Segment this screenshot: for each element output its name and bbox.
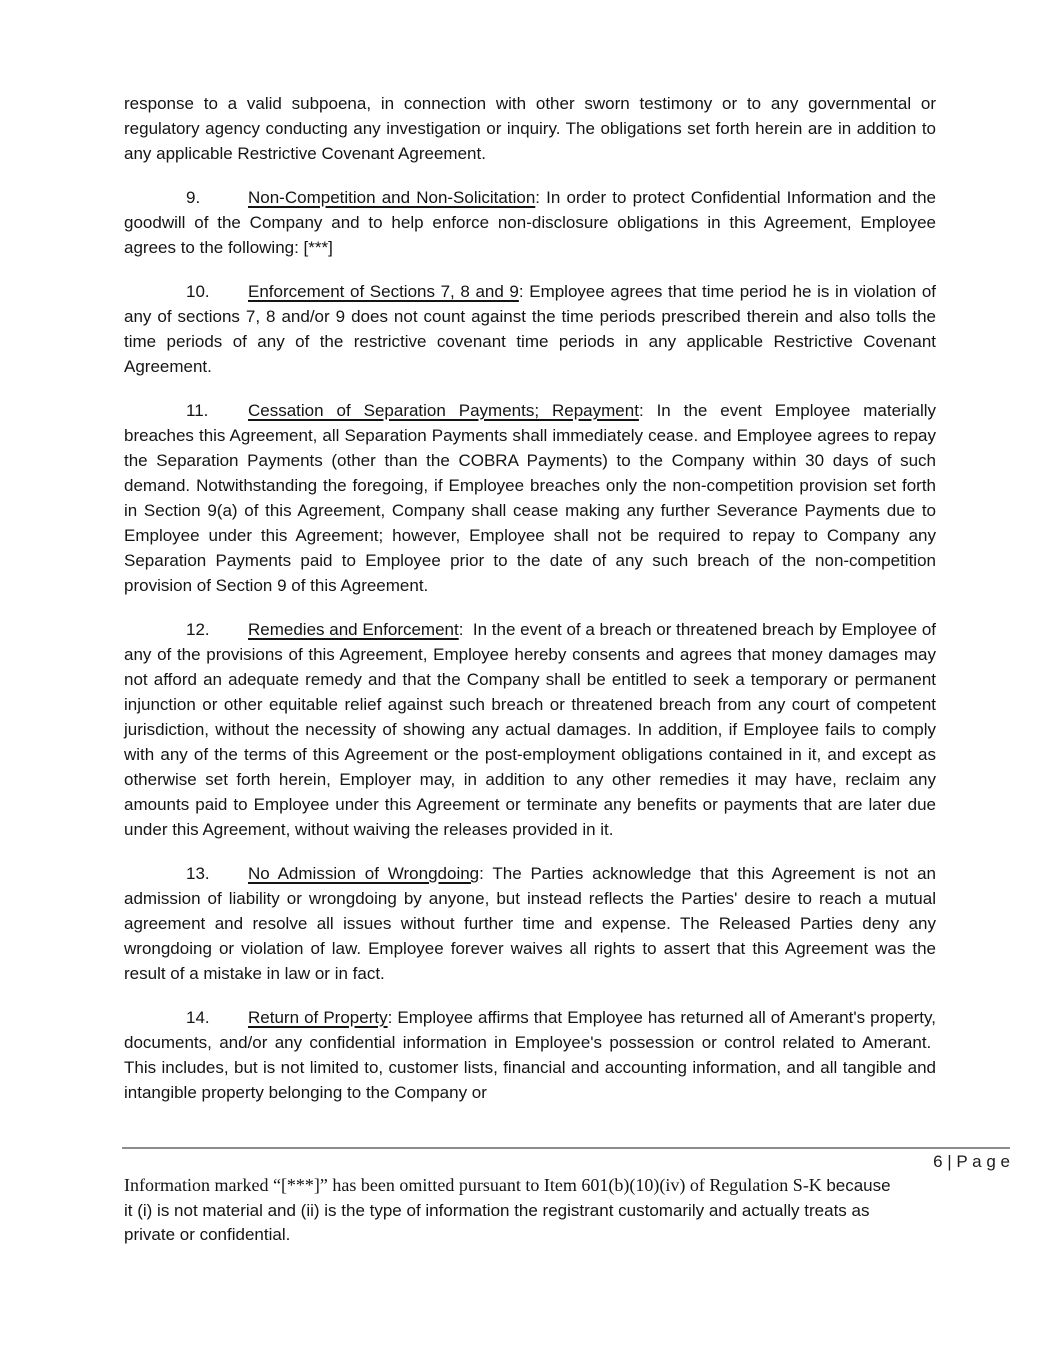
- footnote-text: private or confidential.: [124, 1225, 291, 1244]
- page-number: 6 | P a g e: [933, 1152, 1010, 1171]
- section-heading: Non-Competition and Non-Solicitation: [248, 188, 536, 207]
- section-body: : Employee affirms that Employee has returned all of Amerant's property, documents, and/or any confidential information in Employee's possession or control related to Amerant. This includes, but is not limited to, customer lists, financial and accounting information, and all tangible and intangible property belonging to the Company or: [124, 1008, 936, 1102]
- section-paragraph: [124, 1005, 936, 1105]
- section-heading: Cessation of Separation Payments; Repayment: [248, 401, 639, 420]
- footnote: [124, 1173, 1016, 1248]
- footnote-text: because: [826, 1176, 891, 1195]
- section-paragraph: [124, 617, 936, 842]
- section-number: 10.: [186, 282, 210, 301]
- section-body: : In the event Employee materially breaches this Agreement, all Separation Payments shall immediately cease. and Employee agrees to repay the Separation Payments (other than the COBRA Payments) to the Company within 30 days of such demand. Notwithstanding the foregoing, if Employee breaches only the non-competition provision set forth in Section 9(a) of this Agreement, Company shall cease making any further Severance Payments due to Employee under this Agreement; however, Employee shall not be required to repay to Company any Separation Payments paid to Employee prior to the date of any such breach of the non-competition provision of Section 9 of this Agreement.: [124, 401, 936, 595]
- section-body: : The Parties acknowledge that this Agreement is not an admission of liability or wrongdoing by anyone, but instead reflects the Parties' desire to reach a mutual agreement and resolve all issues without further time and expense. The Released Parties deny any wrongdoing or violation of law. Employee forever waives all rights to assert that this Agreement was the result of a mistake in law or in fact.: [124, 864, 936, 983]
- section-heading: No Admission of Wrongdoing: [248, 864, 480, 883]
- footer-divider: [122, 1147, 1010, 1149]
- section-paragraph: [124, 861, 936, 986]
- section-paragraph: [124, 398, 936, 598]
- paragraph: response to a valid subpoena, in connection with other sworn testimony or to any governmental or regulatory agency conducting any investigation or inquiry. The obligations set forth herein are in addition to any applicable Restrictive Covenant Agreement.: [124, 94, 936, 163]
- body-text: [124, 91, 936, 1124]
- section-number: 9.: [186, 188, 201, 207]
- section-heading: Remedies and Enforcement: [248, 620, 459, 639]
- section-heading: Enforcement of Sections 7, 8 and 9: [248, 282, 519, 301]
- section-number: 11.: [186, 401, 209, 420]
- footnote-line: [124, 1173, 1016, 1199]
- section-body: : In order to protect Confidential Information and the goodwill of the Company and to help enforce non-disclosure obligations in this Agreement, Employee agrees to the following: [***]: [124, 188, 936, 257]
- footnote-text: it (i) is not material and (ii) is the type of information the registrant customarily and actually treats as: [124, 1200, 870, 1220]
- footnote-line: [124, 1223, 1016, 1248]
- section-number: 13.: [186, 864, 210, 883]
- section-number: 14.: [186, 1008, 210, 1027]
- section-number: 12.: [186, 620, 210, 639]
- section-body: : Employee agrees that time period he is in violation of any of sections 7, 8 and/or 9 does not count against the time periods prescribed therein and also tolls the time periods of any of the restrictive covenant time periods in any applicable Restrictive Covenant Agreement.: [124, 282, 936, 376]
- section-paragraph: [124, 279, 936, 379]
- footnote-text: Information marked “[***]” has been omitted pursuant to Item 601(b)(10)(iv) of Regulation S-K: [124, 1175, 827, 1195]
- section-paragraph: [124, 185, 936, 260]
- section-heading: Return of Property: [248, 1008, 388, 1027]
- footnote-line: [124, 1199, 1016, 1224]
- section-body: : In the event of a breach or threatened breach by Employee of any of the provisions of this Agreement, Employee hereby consents and agrees that money damages may not afford an adequate remedy and that the Company shall be entitled to seek a temporary or permanent injunction or other equitable relief against such breach or threatened breach from any court of competent jurisdiction, without the necessity of showing any actual damages. In addition, if Employee fails to comply with any of the terms of this Agreement or the post-employment obligations contained in it, and except as otherwise set forth herein, Employer may, in addition to any other remedies it may have, reclaim any amounts paid to Employee under this Agreement or terminate any benefits or payments that are later due under this Agreement, without waiving the releases provided in it.: [124, 620, 936, 839]
